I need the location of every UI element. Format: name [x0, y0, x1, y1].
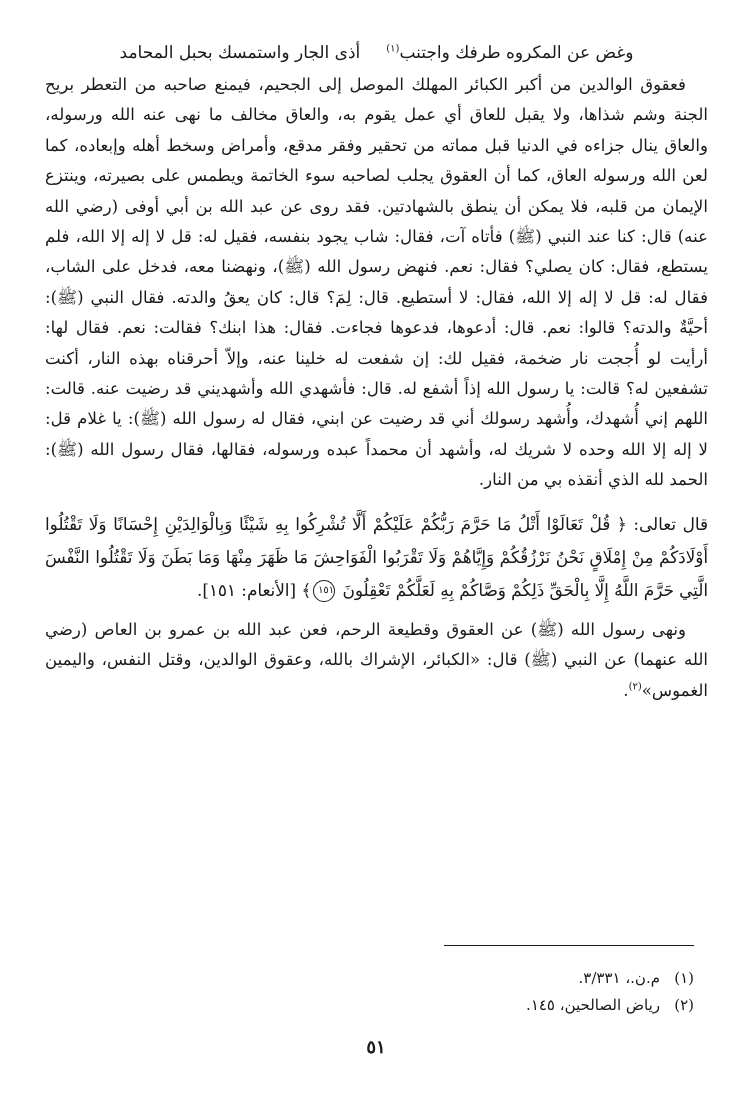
footnote-text: رياض الصالحين، ١٤٥. — [526, 996, 660, 1014]
footnote-text: م.ن.، ٣/٣٣١. — [578, 969, 660, 987]
page-body — [45, 38, 708, 706]
paragraph-prohibition-end: . — [623, 680, 629, 700]
poetry-verse — [45, 38, 708, 68]
page-number: ٥١ — [366, 1037, 386, 1058]
footnotes — [94, 965, 694, 1019]
quran-verse-block — [45, 508, 708, 607]
paragraph-prohibition — [45, 615, 708, 706]
footnote-item — [94, 965, 694, 992]
quran-reference: [الأنعام: ١٥١]. — [197, 579, 296, 600]
paragraph-hadith: فعقوق الوالدين من أكبر الكبائر المهلك الموصل إلى الجحيم، فيمنع صاحبه من التعطر بريح الجنة وشم شذاها، ولا يقبل للعاق أي عمل يقوم به، والعاق مخالف ما نهى عنه الله ورسوله، والعاق ينال جزاءه في الدنيا قبل مماته من تحقير وفقر مدقع، وأمراض وسخط أهله وإبعاده، كما لعن الله ورسوله العاق، كما أن العقوق يجلب لصاحبه سوء الخاتمة ويطمس على بصيرته، وينتزع الإيمان من قلبه، فلا يمكن أن ينطق بالشهادتين. فقد روى عن عبد الله بن أبي أوفى (رضي الله عنه) قال: كنا عند النبي (ﷺ) فأتاه آت، فقال: شاب يجود بنفسه، فقيل له: قل لا إله إلا الله، فلم يستطع، فقال: كان يصلي؟ فقال: نعم. فنهض رسول الله (ﷺ)، ونهضنا معه، فدخل على الشاب، فقال له: قل لا إله إلا الله، فقال: لا أستطيع. قال: لِمَ؟ قال: كان يعقُ والدته. فقال النبي (ﷺ): أحيَّةٌ والدته؟ قالوا: نعم. قال: أدعوها، فدعوها فجاءت. فقال: هذا ابنك؟ فقالت: نعم. فقال لها: أرأيت لو أُججت نار ضخمة، فقيل لك: إن شفعت له خلينا عنه، وإلاّ أحرقناه بهذه النار، أكنت تشفعين له؟ قالت: يا رسول الله إذاً أشفع له. قال: فأشهدي الله وأشهديني قد رضيت عنه. قالت: اللهم إني أُشهدك، وأُشهد رسولك أني قد رضيت عن ابني، فقال له رسول الله (ﷺ): يا غلام قل: لا إله إلا الله وحده لا شريك له، وأشهد أن محمداً عبده ورسوله، فقالها، فقال رسول الله (ﷺ): الحمد لله الذي أنقذه بي من النار. — [45, 75, 708, 490]
footnote-ref-2[interactable]: (٢) — [628, 680, 642, 692]
footnote-number: (٢) — [674, 996, 694, 1014]
verse-hemistich-left: أذى الجار واستمسك بحبل المحامد — [119, 43, 361, 63]
verse-hemistich-right: وغض عن المكروه طرفك واجتنب — [399, 43, 634, 63]
ayah-number-icon: ١٥١ — [313, 580, 335, 602]
footnote-item — [94, 992, 694, 1019]
quran-closing-bracket: ﴾ — [301, 579, 312, 600]
quran-intro: قال تعالى: — [633, 513, 708, 534]
footnote-number: (١) — [674, 969, 694, 987]
footnote-ref-1[interactable]: (١) — [386, 43, 400, 55]
footnote-divider — [444, 945, 694, 946]
paragraph-prohibition-text: ونهى رسول الله (ﷺ) عن العقوق وقطيعة الرحم، فعن عبد الله بن عمرو بن العاص (رضي الله عنهما) عن النبي (ﷺ) قال: «الكبائر، الإشراك بالله، وعقوق الوالدين، وقتل النفس، واليمين الغموس» — [45, 619, 708, 700]
quran-verse-text: ﴿ قُلْ تَعَالَوْا أَتْلُ مَا حَرَّمَ رَبُّكُمْ عَلَيْكُمْ أَلَّا تُشْرِكُوا بِهِ شَيْئًا وَبِالْوَالِدَيْنِ إِحْسَانًا وَلَا تَقْتُلُوا أَوْلَادَكُمْ مِنْ إِمْلَاقٍ نَحْنُ نَرْزُقُكُمْ وَإِيَّاهُمْ وَلَا تَقْرَبُوا الْفَوَاحِشَ مَا ظَهَرَ مِنْهَا وَمَا بَطَنَ وَلَا تَقْتُلُوا النَّفْسَ الَّتِي حَرَّمَ اللَّهُ إِلَّا بِالْحَقِّ ذَلِكُمْ وَصَّاكُمْ بِهِ لَعَلَّكُمْ تَعْقِلُونَ — [45, 513, 708, 600]
